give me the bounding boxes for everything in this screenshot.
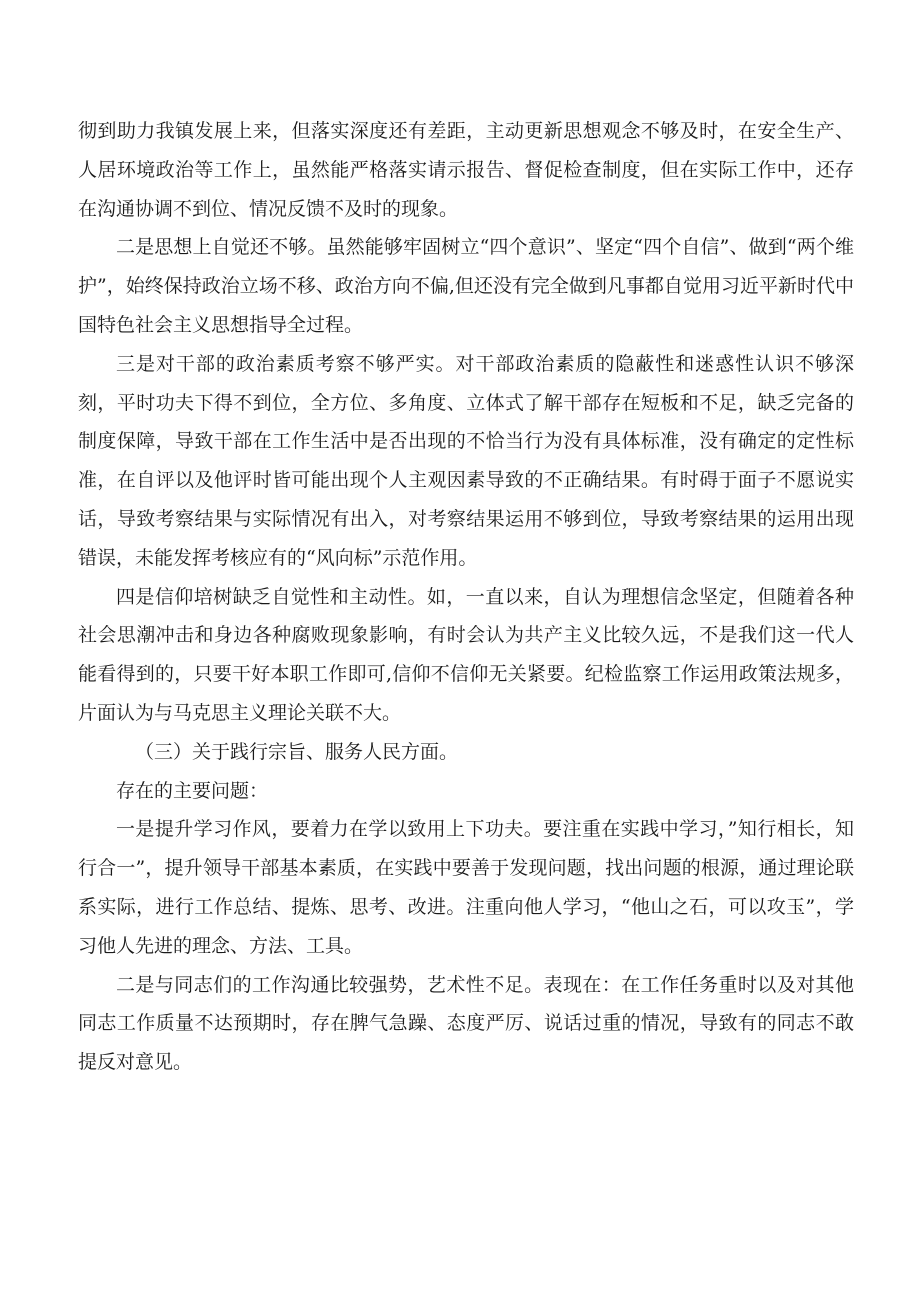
subheading-main-problems: 存在的主要问题： xyxy=(116,779,269,802)
paragraph-continuation: 彻到助力我镇发展上来，但落实深度还有差距，主动更新思想观念不够及时，在安全生产、人居环境政治等工作上，虽然能严格落实请示报告、督促检查制度，但在实际工作中，还存在沟通协调不到位、情况反馈不及时的现象。 xyxy=(78,120,854,220)
paragraph-point-two: 二是思想上自觉还不够。虽然能够牢固树立“四个意识”、坚定“四个自信”、做到“两个维护”，始终保持政治立场不移、政治方向不偏,但还没有完全做到凡事都自觉用习近平新时代中国特色社会主义思想指导全过程。 xyxy=(78,236,854,336)
document-page xyxy=(78,112,854,1082)
paragraph-point-four: 四是信仰培树缺乏自觉性和主动性。如，一直以来，自认为理想信念坚定，但随着各种社会思潮冲击和身边各种腐败现象影响，有时会认为共产主义比较久远，不是我们这一代人能看得到的，只要干好本职工作即可,信仰不信仰无关紧要。纪检监察工作运用政策法规多，片面认为与马克思主义理论关联不大。 xyxy=(78,585,854,724)
section-heading: （三）关于践行宗旨、服务人民方面。 xyxy=(135,740,459,763)
paragraph-problem-one: 一是提升学习作风，要着力在学以致用上下功夫。要注重在实践中学习，”知行相长，知行合一”，提升领导干部基本素质，在实践中要善于发现问题，找出问题的根源，通过理论联系实际，进行工作总结、提炼、思考、改进。注重向他人学习，“他山之石，可以攻玉”，学习他人先进的理念、方法、工具。 xyxy=(78,818,854,957)
paragraph-problem-two: 二是与同志们的工作沟通比较强势，艺术性不足。表现在：在工作任务重时以及对其他同志工作质量不达预期时，存在脾气急躁、态度严厉、说话过重的情况，导致有的同志不敢提反对意见。 xyxy=(78,973,854,1074)
paragraph-point-three: 三是对干部的政治素质考察不够严实。对干部政治素质的隐蔽性和迷惑性认识不够深刻，平时功夫下得不到位，全方位、多角度、立体式了解干部存在短板和不足，缺乏完备的制度保障，导致干部在工作生活中是否出现的不恰当行为没有具体标准，没有确定的定性标准，在自评以及他评时皆可能出现个人主观因素导致的不正确结果。有时碍于面子不愿说实话，导致考察结果与实际情况有出入，对考察结果运用不够到位，导致考察结果的运用出现错误，未能发挥考核应有的“风向标”示范作用。 xyxy=(78,352,854,569)
